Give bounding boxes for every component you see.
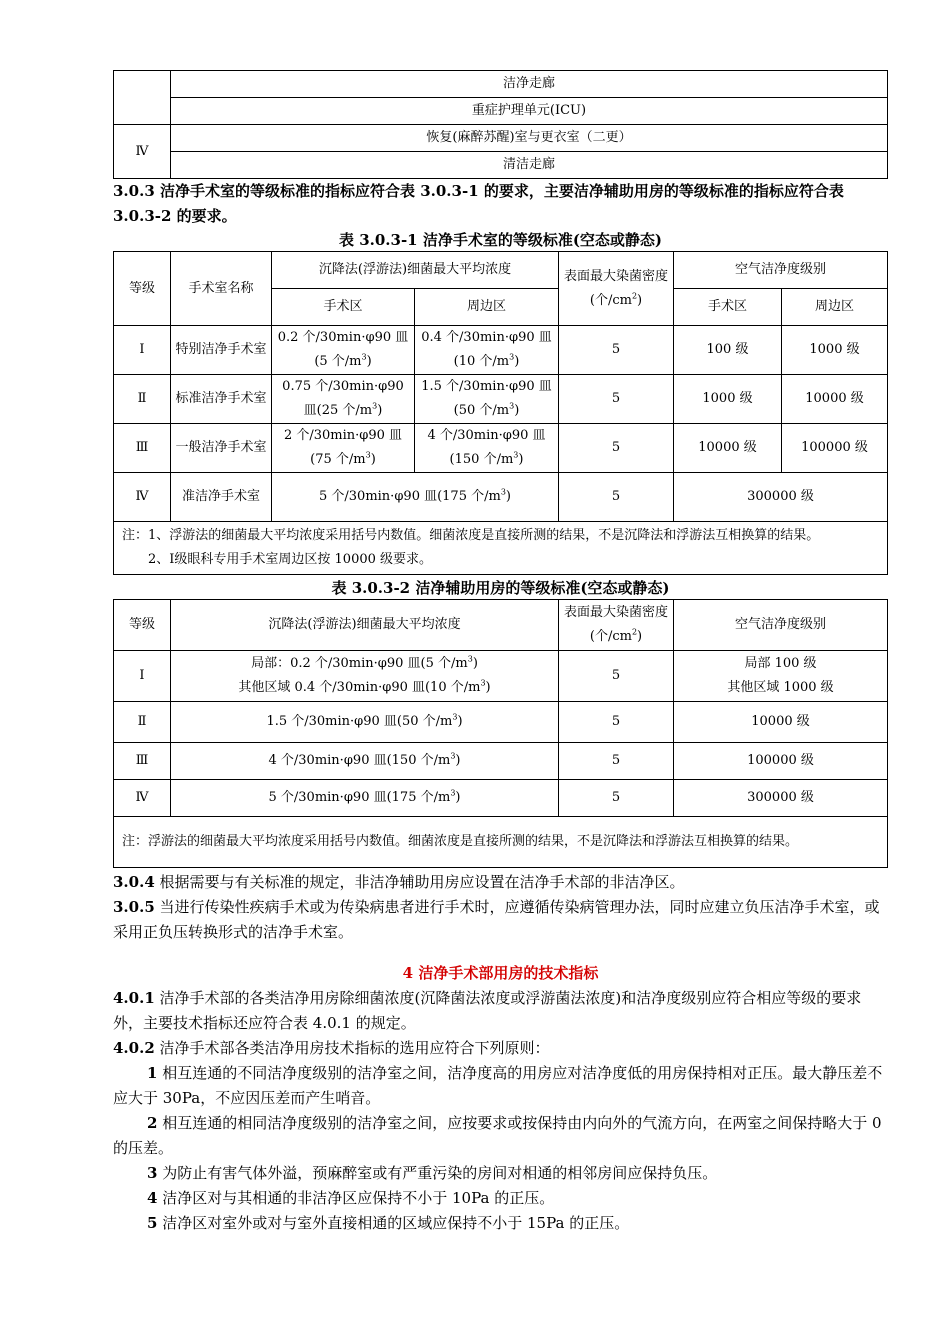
value-line: (75 个/m xyxy=(310,452,366,467)
item-number: 1 xyxy=(147,1064,158,1082)
header-op-zone-air: 手术区 xyxy=(674,289,782,326)
item-text: 洁净区对与其相通的非洁净区应保持不小于 10Pa 的正压。 xyxy=(157,1189,555,1207)
grade-cell: Ⅲ xyxy=(114,424,171,473)
air-cell: 10000 级 xyxy=(674,702,888,743)
header-surface xyxy=(559,600,674,651)
table-3-0-3-1 xyxy=(113,251,888,575)
header-surface-end: ) xyxy=(637,629,643,644)
table-row xyxy=(114,152,888,179)
surface-cell: 5 xyxy=(559,326,674,375)
clause-text: 洁净手术部的各类洁净用房除细菌浓度(沉降菌法浓度或浮游菌法浓度)和洁净度级别应符合相应等级的要求外，主要技术指标还应符合表 4.0.1 的规定。 xyxy=(113,989,862,1032)
paren: ) xyxy=(455,790,461,805)
superscript: 2 xyxy=(631,627,638,637)
list-item xyxy=(113,1111,888,1161)
op-bacteria-cell xyxy=(272,326,415,375)
bacteria-cell xyxy=(171,743,559,780)
superscript: 3 xyxy=(372,401,378,411)
header-surface-end: ) xyxy=(637,292,643,308)
value-line: 局部：0.2 个/30min·φ90 皿(5 个/m xyxy=(251,656,468,671)
value-line: 1.5 个/30min·φ90 皿 xyxy=(421,379,552,394)
superscript: 3 xyxy=(513,450,519,460)
grade-cell: Ⅰ xyxy=(114,326,171,375)
superscript: 3 xyxy=(480,678,486,688)
value-line: 4 个/30min·φ90 皿 xyxy=(427,428,546,443)
bacteria-cell xyxy=(171,702,559,743)
room-name-cell: 一般洁净手术室 xyxy=(171,424,272,473)
continuation-table xyxy=(113,70,888,179)
header-surround-zone-air: 周边区 xyxy=(782,289,888,326)
grade-cell: Ⅰ xyxy=(114,651,171,702)
list-item xyxy=(113,1061,888,1111)
table-cell xyxy=(114,71,171,125)
item-number: 3 xyxy=(147,1164,158,1182)
item-number: 5 xyxy=(147,1214,158,1232)
grade-cell: Ⅳ xyxy=(114,125,171,179)
clause-text: 洁净手术部各类洁净用房技术指标的选用应符合下列原则： xyxy=(154,1039,550,1057)
paren: ) xyxy=(366,354,372,369)
header-op-zone: 手术区 xyxy=(272,289,415,326)
superscript: 3 xyxy=(365,450,371,460)
paragraph-3-0-5 xyxy=(113,895,888,945)
value-line: 1.5 个/30min·φ90 皿(50 个/m xyxy=(266,714,453,729)
paren: ) xyxy=(518,452,524,467)
value-line: 局部 100 级 xyxy=(744,656,817,671)
value-line: 0.4 个/30min·φ90 皿 xyxy=(421,330,552,345)
table-header-row xyxy=(114,600,888,651)
value-line: 5 个/30min·φ90 皿(175 个/m xyxy=(268,790,451,805)
grade-cell: Ⅲ xyxy=(114,743,171,780)
item-text: 相互连通的相同洁净度级别的洁净室之间，应按要求或按保持由内向外的气流方向，在两室之间保持略大于 0 的压差。 xyxy=(113,1114,882,1157)
clause-number: 4.0.2 xyxy=(113,1039,155,1057)
paren: ) xyxy=(457,714,463,729)
superscript: 3 xyxy=(500,487,506,497)
table1-caption: 表 3.0.3-1 洁净手术室的等级标准(空态或静态) xyxy=(338,231,663,249)
paren: ) xyxy=(377,403,383,418)
surround-bacteria-cell xyxy=(415,375,559,424)
paren: ) xyxy=(370,452,376,467)
table-note: 注：浮游法的细菌最大平均浓度采用括号内数值。细菌浓度是直接所测的结果，不是沉降法和浮游法互相换算的结果。 xyxy=(114,817,888,868)
list-item xyxy=(113,1211,888,1236)
item-text: 洁净区对室外或对与室外直接相通的区域应保持不小于 15Pa 的正压。 xyxy=(157,1214,630,1232)
table-cell: 恢复(麻醉苏醒)室与更衣室（二更） xyxy=(171,125,888,152)
clause-text: 当进行传染性疾病手术或为传染病患者进行手术时，应遵循传染病管理办法，同时应建立负压洁净手术室，或采用正负压转换形式的洁净手术室。 xyxy=(113,898,880,941)
item-text: 相互连通的不同洁净度级别的洁净室之间，洁净度高的用房应对洁净度低的用房保持相对正压。最大静压差不应大于 30Pa，不应因压差而产生哨音。 xyxy=(113,1064,883,1107)
header-surface xyxy=(559,252,674,326)
header-grade: 等级 xyxy=(114,252,171,326)
item-text: 为防止有害气体外溢，预麻醉室或有严重污染的房间对相通的相邻房间应保持负压。 xyxy=(157,1164,718,1182)
paragraph-4-0-2 xyxy=(113,1036,888,1061)
table-note-row xyxy=(114,817,888,868)
table-row xyxy=(114,71,888,98)
value-line: (150 个/m xyxy=(449,452,514,467)
grade-cell: Ⅱ xyxy=(114,702,171,743)
op-bacteria-cell xyxy=(272,424,415,473)
table-row xyxy=(114,473,888,522)
table-row xyxy=(114,424,888,473)
note-line-2: 2、Ⅰ级眼科专用手术室周边区按 10000 级要求。 xyxy=(148,552,433,567)
header-air: 空气洁净度级别 xyxy=(674,252,888,289)
section-4-title: 4 洁净手术部用房的技术指标 xyxy=(402,964,599,982)
bacteria-cell xyxy=(171,651,559,702)
value-line: 0.75 个/30min·φ90 xyxy=(282,379,404,394)
note-line-1: 注：1、浮游法的细菌最大平均浓度采用括号内数值。细菌浓度是直接所测的结果，不是沉降法和浮游法互相换算的结果。 xyxy=(122,528,820,543)
grade-cell: Ⅳ xyxy=(114,473,171,522)
table-row xyxy=(114,98,888,125)
value-line: 5 个/30min·φ90 皿(175 个/m xyxy=(319,489,501,504)
table-cell: 洁净走廊 xyxy=(171,71,888,98)
surface-cell: 5 xyxy=(559,424,674,473)
list-item xyxy=(113,1186,888,1211)
surround-bacteria-cell xyxy=(415,424,559,473)
surface-cell: 5 xyxy=(559,375,674,424)
header-room-name: 手术室名称 xyxy=(171,252,272,326)
list-item xyxy=(113,1161,888,1186)
air-surround-cell: 10000 级 xyxy=(782,375,888,424)
superscript: 3 xyxy=(450,788,456,798)
clause-number: 3.0.5 xyxy=(113,898,155,916)
table-row xyxy=(114,651,888,702)
item-number: 4 xyxy=(147,1189,158,1207)
value-line: 0.2 个/30min·φ90 皿 xyxy=(277,330,409,345)
room-name-cell: 特别洁净手术室 xyxy=(171,326,272,375)
superscript: 3 xyxy=(450,751,456,761)
table-row xyxy=(114,743,888,780)
air-cell: 100000 级 xyxy=(674,743,888,780)
surface-cell: 5 xyxy=(559,702,674,743)
air-cell: 300000 级 xyxy=(674,780,888,817)
paren: ) xyxy=(472,656,478,671)
air-cell: 300000 级 xyxy=(674,473,888,522)
header-bacteria: 沉降法(浮游法)细菌最大平均浓度 xyxy=(171,600,559,651)
paren: ) xyxy=(485,680,491,695)
bacteria-cell xyxy=(272,473,559,522)
clause-text: 根据需要与有关标准的规定，非洁净辅助用房应设置在洁净手术部的非洁净区。 xyxy=(154,873,685,891)
value-line: 2 个/30min·φ90 皿 xyxy=(283,428,403,443)
table-header-row xyxy=(114,252,888,289)
table-row xyxy=(114,702,888,743)
table-row xyxy=(114,326,888,375)
superscript: 2 xyxy=(631,291,638,301)
clause-number: 4.0.1 xyxy=(113,989,155,1007)
value-line: 4 个/30min·φ90 皿(150 个/m xyxy=(268,753,451,768)
air-op-cell: 100 级 xyxy=(674,326,782,375)
value-line: (50 个/m xyxy=(453,403,510,418)
air-op-cell: 10000 级 xyxy=(674,424,782,473)
value-line: (10 个/m xyxy=(453,354,510,369)
paragraph-4-0-1 xyxy=(113,986,888,1036)
superscript: 3 xyxy=(361,352,367,362)
paren: ) xyxy=(455,753,461,768)
value-line: 其他区域 0.4 个/30min·φ90 皿(10 个/m xyxy=(238,680,481,695)
grade-cell: Ⅱ xyxy=(114,375,171,424)
item-number: 2 xyxy=(147,1114,158,1132)
table-cell: 重症护理单元(ICU) xyxy=(171,98,888,125)
table-note xyxy=(114,522,888,575)
table2-caption: 表 3.0.3-2 洁净辅助用房的等级标准(空态或静态) xyxy=(331,579,670,597)
paren: ) xyxy=(514,354,520,369)
air-op-cell: 1000 级 xyxy=(674,375,782,424)
table-row xyxy=(114,125,888,152)
paragraph-3-0-3 xyxy=(113,179,888,229)
superscript: 3 xyxy=(452,712,458,722)
room-name-cell: 标准洁净手术室 xyxy=(171,375,272,424)
op-bacteria-cell xyxy=(272,375,415,424)
table-row xyxy=(114,780,888,817)
superscript: 3 xyxy=(467,654,473,664)
clause-number: 3.0.3 xyxy=(113,182,155,200)
header-bacteria: 沉降法(浮游法)细菌最大平均浓度 xyxy=(272,252,559,289)
paren: ) xyxy=(505,489,511,504)
surface-cell: 5 xyxy=(559,743,674,780)
air-surround-cell: 100000 级 xyxy=(782,424,888,473)
value-line: 其他区域 1000 级 xyxy=(727,680,834,695)
surface-cell: 5 xyxy=(559,651,674,702)
header-surface-text: 表面最大染菌密度(个/cm xyxy=(563,268,668,308)
header-surround-zone: 周边区 xyxy=(415,289,559,326)
table-cell: 清洁走廊 xyxy=(171,152,888,179)
table-row xyxy=(114,375,888,424)
air-surround-cell: 1000 级 xyxy=(782,326,888,375)
value-line: 皿(25 个/m xyxy=(303,403,373,418)
value-line: (5 个/m xyxy=(314,354,362,369)
clause-text: 洁净手术室的等级标准的指标应符合表 3.0.3-1 的要求，主要洁净辅助用房的等级标准的指标应符合表 3.0.3-2 的要求。 xyxy=(113,182,844,225)
surface-cell: 5 xyxy=(559,780,674,817)
document-page xyxy=(113,70,888,1236)
surround-bacteria-cell xyxy=(415,326,559,375)
table-3-0-3-2 xyxy=(113,599,888,868)
superscript: 3 xyxy=(509,401,515,411)
clause-number: 3.0.4 xyxy=(113,873,155,891)
header-grade: 等级 xyxy=(114,600,171,651)
header-air: 空气洁净度级别 xyxy=(674,600,888,651)
surface-cell: 5 xyxy=(559,473,674,522)
paragraph-3-0-4 xyxy=(113,870,888,895)
header-surface-text: 表面最大染菌密度(个/cm xyxy=(563,605,668,644)
air-cell xyxy=(674,651,888,702)
table-note-row xyxy=(114,522,888,575)
room-name-cell: 准洁净手术室 xyxy=(171,473,272,522)
bacteria-cell xyxy=(171,780,559,817)
grade-cell: Ⅳ xyxy=(114,780,171,817)
paren: ) xyxy=(514,403,520,418)
superscript: 3 xyxy=(509,352,515,362)
